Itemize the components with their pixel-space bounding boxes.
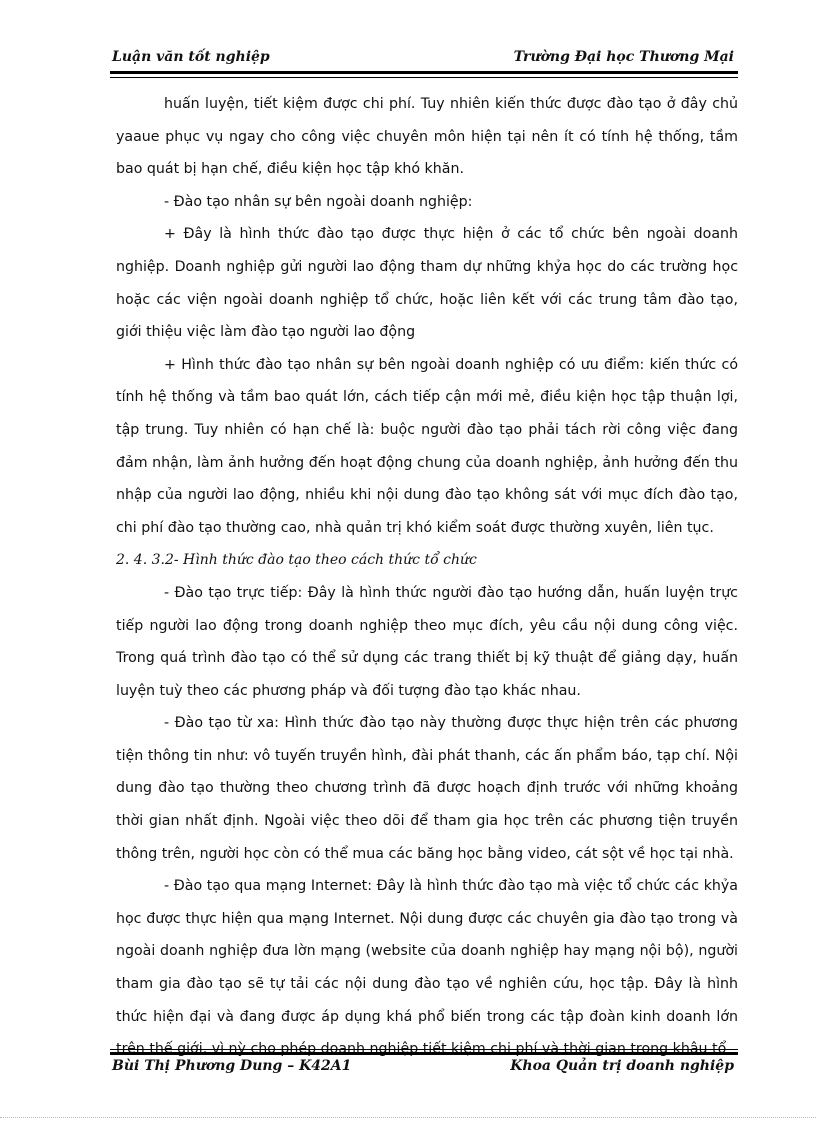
footer-divider	[110, 1049, 738, 1055]
body-text	[116, 88, 738, 1066]
page-header	[110, 47, 738, 71]
section-heading: 2. 4. 3.2- Hình thức đào tạo theo cách thức tổ chức	[116, 552, 477, 569]
paragraph: + Đây là hình thức đào tạo được thực hiện ở các tổ chức bên ngoài doanh nghiệp. Doanh nghiệp gửi người lao động tham dự những khỷa học do các trường học hoặc các viện ngoài doanh nghiệp tổ chức, hoặc liên kết với các trung tâm đào tạo, giới thiệu việc làm đào tạo người lao động	[116, 226, 738, 341]
page-bottom-border	[0, 1117, 816, 1118]
paragraph: - Đào tạo trực tiếp: Đây là hình thức người đào tạo hướng dẫn, huấn luyện trực tiếp người lao động trong doanh nghiệp theo mục đích, yêu cầu nội dung công việc. Trong quá trình đào tạo có thể sử dụng các trang thiết bị kỹ thuật để giảng dạy, huấn luyện tuỳ theo các phương pháp và đối tượng đào tạo khác nhau.	[116, 584, 738, 699]
footer-author: Bùi Thị Phương Dung – K42A1	[112, 1058, 352, 1074]
paragraph: - Đào tạo từ xa: Hình thức đào tạo này thường được thực hiện trên các phương tiện thông tin như: vô tuyến truyền hình, đài phát thanh, các ấn phẩm báo, tạp chí. Nội dung đào tạo thường theo chương trình đã được hoạch định trước với những khoảng thời gian nhất định. Ngoài việc theo dõi để tham gia học trên các phương tiện truyền thông trên, người học còn có thể mua các băng học bằng video, cát sột về học tại nhà.	[116, 715, 738, 862]
page-footer	[110, 1058, 738, 1080]
paragraph: + Hình thức đào tạo nhân sự bên ngoài doanh nghiệp có ưu điểm: kiến thức có tính hệ thống và tầm bao quát lớn, cách tiếp cận mới mẻ, điều kiện học tập thuận lợi, tập trung. Tuy nhiên có hạn chế là: buộc người đào tạo phải tách rời công việc đang đảm nhận, làm ảnh hưởng đến hoạt động chung của doanh nghiệp, ảnh hưởng đến thu nhập của người lao động, nhiều khi nội dung đào tạo không sát với mục đích đào tạo, chi phí đào tạo thường cao, nhà quản trị khó kiểm soát được thường xuyên, liên tục.	[116, 356, 738, 536]
header-thesis-title: Luận văn tốt nghiệp	[112, 49, 270, 65]
paragraph: - Đào tạo nhân sự bên ngoài doanh nghiệp:	[164, 193, 473, 210]
paragraph: huấn luyện, tiết kiệm được chi phí. Tuy nhiên kiến thức được đào tạo ở đây chủ yaaue phục vụ ngay cho công việc chuyên môn hiện tại nên ít có tính hệ thống, tầm bao quát bị hạn chế, điều kiện học tập khó khăn.	[116, 96, 738, 178]
footer-department: Khoa Quản trị doanh nghiệp	[510, 1058, 734, 1074]
paragraph: - Đào tạo qua mạng Internet: Đây là hình thức đào tạo mà việc tổ chức các khỷa học được thực hiện qua mạng Internet. Nội dung được các chuyên gia đào tạo trong và ngoài doanh nghiệp đưa lờn mạng (website của doanh nghiệp hay mạng nội bộ), người tham gia đào tạo sẽ tự tải các nội dung đào tạo về nghiên cứu, học tập. Đây là hình thức hiện đại và đang được áp dụng khá phổ biến trong các tập đoàn kinh doanh lớn trên thế giới, vì nỳ cho phép doanh nghiệp tiết kiệm chi phí và thời gian trong khâu tổ	[116, 878, 738, 1058]
header-divider	[110, 71, 738, 78]
header-university: Trường Đại học Thương Mại	[513, 49, 734, 65]
